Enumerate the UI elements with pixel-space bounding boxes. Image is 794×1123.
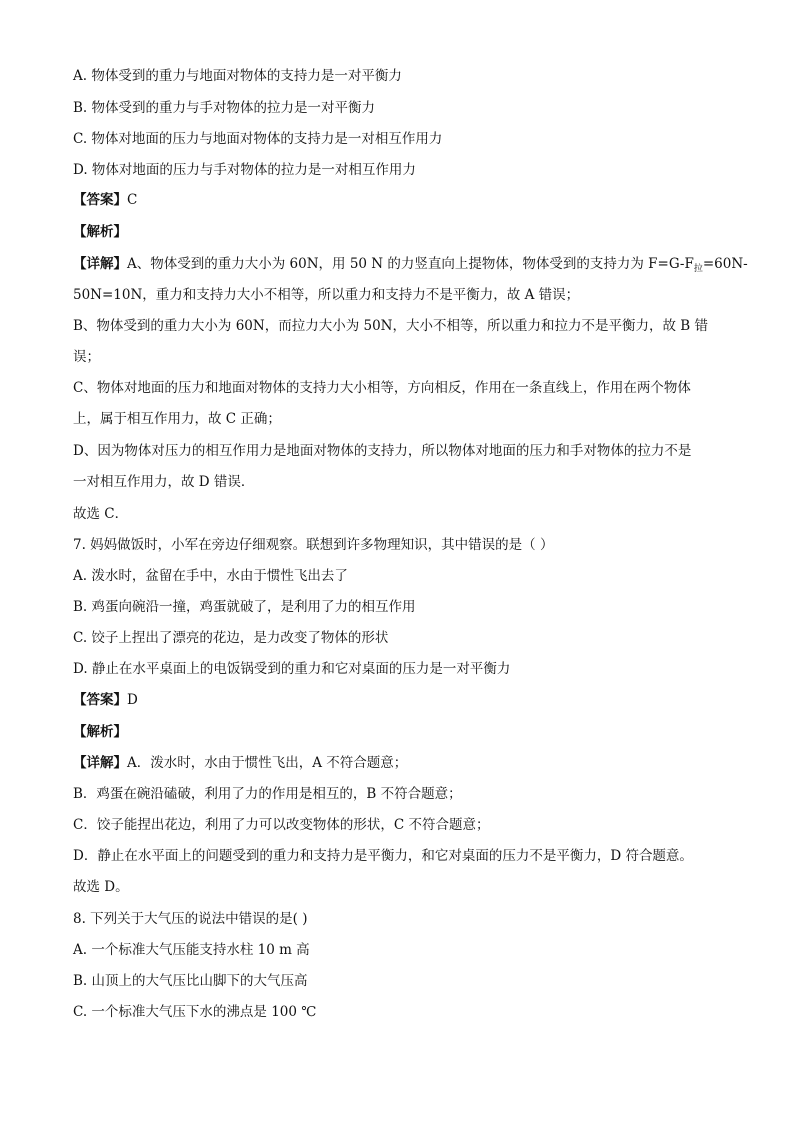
answer-value: D [127, 692, 138, 708]
analysis-label: 【解析】 [73, 724, 127, 740]
q8-stem: 8. 下列关于大气压的说法中错误的是( ) [73, 911, 308, 927]
q7-detail-line-3: C．饺子能捏出花边，利用了力可以改变物体的形状，C 不符合题意； [73, 817, 490, 833]
detail-label: 【详解】 [73, 256, 127, 272]
q8-option-c: C. 一个标准大气压下水的沸点是 100 ℃ [73, 1004, 317, 1020]
q6-detail-line-3: B、物体受到的重力大小为 60N，而拉力大小为 50N，大小不相等，所以重力和拉力不是平衡力，故 B 错 [73, 318, 708, 334]
q6-analysis-label [73, 223, 723, 241]
q7-answer [73, 691, 723, 709]
q6-option-a: A. 物体受到的重力与地面对物体的支持力是一对平衡力 [73, 68, 402, 84]
q6-detail-line-6: 上，属于相互作用力，故 C 正确； [73, 411, 281, 427]
q6-detail-line-8: 一对相互作用力，故 D 错误． [73, 474, 255, 490]
q6-detail-line-5: C、物体对地面的压力和地面对物体的支持力大小相等，方向相反，作用在一条直线上，作用在两个物体 [73, 380, 691, 396]
q7-conclusion: 故选 D。 [73, 879, 129, 895]
answer-label: 【答案】 [73, 192, 127, 208]
q6-option-d: D. 物体对地面的压力与手对物体的拉力是一对相互作用力 [73, 162, 416, 178]
answer-label: 【答案】 [73, 692, 127, 708]
detail-text-end: =60N- [702, 256, 748, 272]
q6-detail-line-7: D、因为物体对压力的相互作用力是地面对物体的支持力，所以物体对地面的压力和手对物体的拉力不是 [73, 443, 692, 459]
q6-answer [73, 191, 723, 209]
analysis-label: 【解析】 [73, 224, 127, 240]
q7-option-b: B. 鸡蛋向碗沿一撞，鸡蛋就破了，是利用了力的相互作用 [73, 599, 416, 615]
q7-option-c: C. 饺子上捏出了漂亮的花边，是力改变了物体的形状 [73, 630, 389, 646]
q7-analysis-label [73, 723, 723, 741]
q7-detail-line-4: D．静止在水平面上的问题受到的重力和支持力是平衡力，和它对桌面的压力不是平衡力，D 符合题意。 [73, 848, 693, 864]
q6-option-b: B. 物体受到的重力与手对物体的拉力是一对平衡力 [73, 100, 376, 116]
q8-option-a: A. 一个标准大气压能支持水柱 10 m 高 [73, 942, 310, 958]
q8-option-b: B. 山顶上的大气压比山脚下的大气压高 [73, 973, 308, 989]
answer-value: C [127, 192, 138, 208]
q7-detail-line-2: B．鸡蛋在碗沿磕破，利用了力的作用是相互的，B 不符合题意； [73, 786, 462, 802]
detail-label: 【详解】 [73, 755, 127, 771]
q6-option-c: C. 物体对地面的压力与地面对物体的支持力是一对相互作用力 [73, 131, 443, 147]
detail-subscript: 拉 [693, 264, 703, 274]
q7-option-a: A. 泼水时，盆留在手中，水由于惯性飞出去了 [73, 568, 348, 584]
q7-stem: 7. 妈妈做饭时，小军在旁边仔细观察。联想到许多物理知识，其中错误的是（ ） [73, 537, 554, 553]
detail-text: A．泼水时，水由于惯性飞出，A 不符合题意； [127, 755, 408, 771]
q6-detail-line-4: 误； [73, 349, 100, 365]
q7-option-d: D. 静止在水平桌面上的电饭锅受到的重力和它对桌面的压力是一对平衡力 [73, 661, 511, 677]
q6-detail-line-2: 50N=10N，重力和支持力大小不相等，所以重力和支持力不是平衡力，故 A 错误； [73, 287, 580, 303]
q7-detail-line-1 [73, 754, 723, 772]
q6-conclusion: 故选 C． [73, 506, 129, 522]
detail-text: A、物体受到的重力大小为 60N，用 50 N 的力竖直向上提物体，物体受到的支持力为 F=G-F [127, 256, 694, 272]
q6-detail-line-1 [73, 255, 748, 278]
